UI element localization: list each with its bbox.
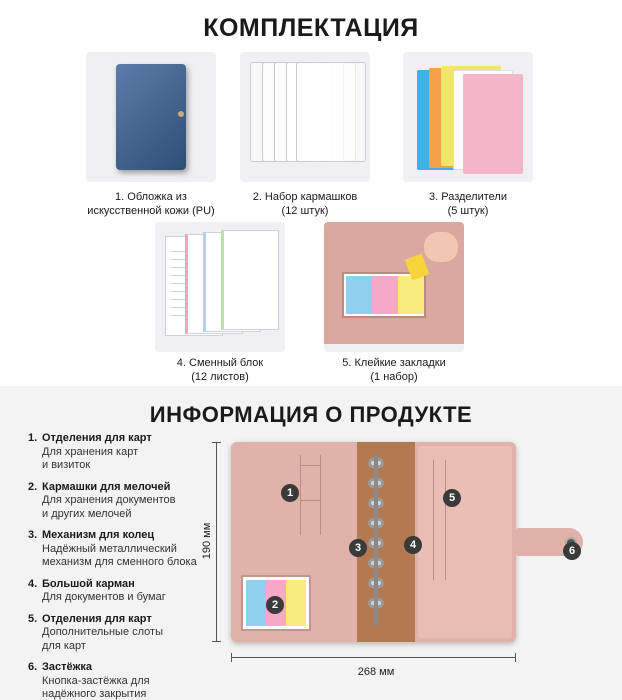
- feature-item: 3. Механизм для колец Надёжный металлический механизм для сменного блока: [28, 529, 197, 568]
- width-dimension: 268 мм: [357, 666, 395, 678]
- cover-icon: [116, 64, 186, 170]
- kit-item-2-caption: 2. Набор кармашков (12 штук): [252, 191, 358, 217]
- marker-1: 1: [281, 484, 299, 502]
- kit-item-3-caption: 3. Разделители (5 штук): [429, 191, 507, 217]
- marker-3: 3: [349, 539, 367, 557]
- height-dimension: 190 мм: [201, 522, 213, 560]
- kit-item-1-caption: 1. Обложка из искусственной кожи (PU): [87, 191, 215, 217]
- marker-4: 4: [404, 536, 422, 554]
- marker-6: 6: [563, 542, 581, 560]
- feature-item: 2. Кармашки для мелочей Для хранения документов и других мелочей: [28, 480, 176, 520]
- cover-image: [86, 52, 216, 182]
- dividers-image: [403, 52, 533, 182]
- feature-item: 6. Застёжка Кнопка-застёжка для надёжного закрытия: [28, 661, 150, 700]
- marker-5: 5: [443, 489, 461, 507]
- feature-item: 5. Отделения для карт Дополнительные слоты для карт: [28, 612, 163, 652]
- kit-title: КОМПЛЕКТАЦИЯ: [203, 14, 419, 42]
- feature-list: [28, 432, 218, 700]
- sticky-tabs-image: [324, 222, 464, 352]
- marker-2: 2: [266, 596, 284, 614]
- feature-item: 1. Отделения для карт Для хранения карт и визиток: [28, 432, 152, 471]
- kit-item-5-caption: 5. Клейкие закладки (1 набор): [342, 357, 446, 383]
- kit-item-4-caption: 4. Сменный блок (12 листов): [176, 357, 264, 383]
- product-title: ИНФОРМАЦИЯ О ПРОДУКТЕ: [149, 402, 473, 427]
- refill-sheets-image: [155, 222, 285, 352]
- feature-item: 4. Большой карман Для документов и бумаг: [28, 577, 166, 603]
- pockets-image: [240, 52, 370, 182]
